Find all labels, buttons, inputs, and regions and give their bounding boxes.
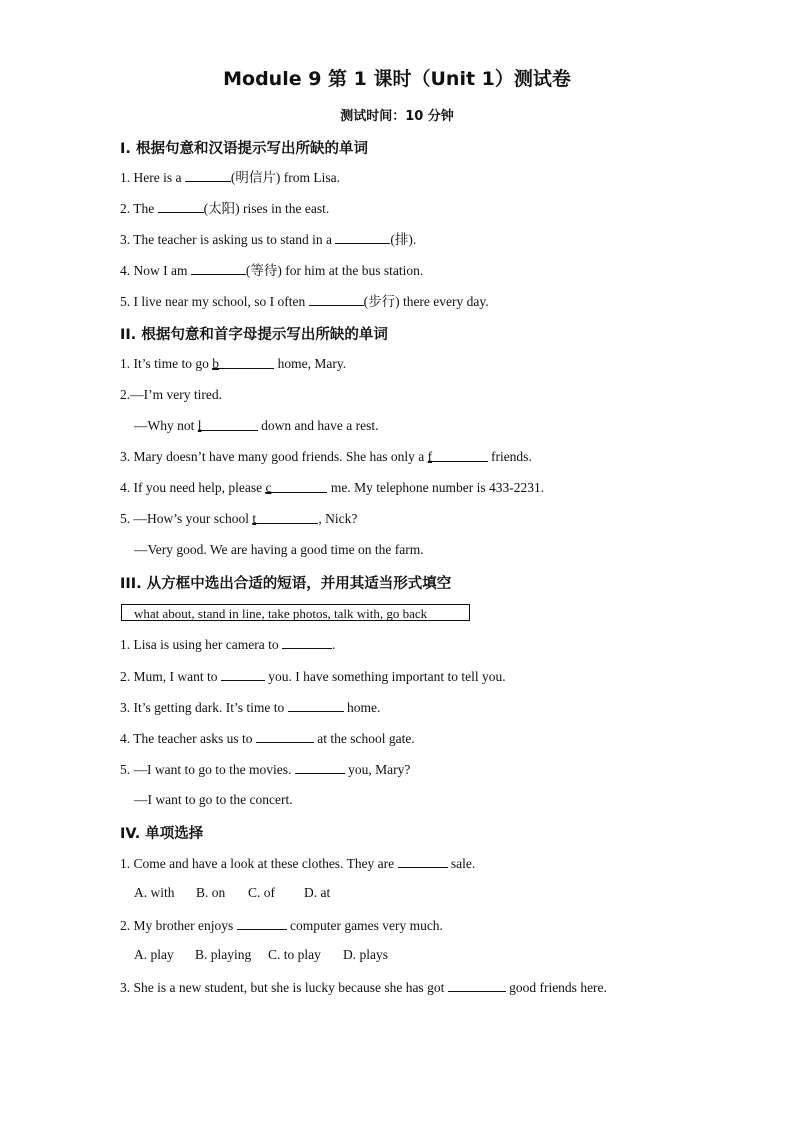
s1-question-5: 5. I live near my school, so I often (步行) there every day. bbox=[120, 294, 489, 309]
s3-question-5-reply: —I want to go to the concert. bbox=[134, 792, 293, 807]
phrase-box: what about, stand in line, take photos, talk with, go back bbox=[121, 604, 470, 621]
answer-blank[interactable]: t bbox=[252, 510, 318, 524]
answer-blank[interactable] bbox=[309, 292, 364, 306]
answer-blank[interactable] bbox=[221, 667, 265, 681]
option-b[interactable]: B. on bbox=[196, 885, 226, 900]
answer-blank[interactable]: c bbox=[265, 479, 327, 493]
option-b[interactable]: B. playing bbox=[195, 947, 252, 962]
answer-blank[interactable] bbox=[282, 635, 332, 649]
answer-blank[interactable]: b bbox=[212, 355, 274, 369]
s4-question-1: 1. Come and have a look at these clothes. They are sale. bbox=[120, 856, 476, 871]
s3-question-1: 1. Lisa is using her camera to . bbox=[120, 637, 336, 652]
answer-blank[interactable] bbox=[288, 698, 344, 712]
answer-blank[interactable] bbox=[158, 199, 204, 213]
s4-question-3: 3. She is a new student, but she is lucky because she has got good friends here. bbox=[120, 980, 607, 995]
s1-question-2: 2. The (太阳) rises in the east. bbox=[120, 201, 330, 216]
section-4-heading: IV. 单项选择 bbox=[120, 826, 204, 842]
s4-question-1-options bbox=[134, 885, 330, 901]
s3-question-4: 4. The teacher asks us to at the school gate. bbox=[120, 731, 415, 746]
section-2-heading: II. 根据句意和首字母提示写出所缺的单词 bbox=[120, 327, 388, 343]
s2-question-3: 3. Mary doesn’t have many good friends. She has only a f friends. bbox=[120, 449, 532, 464]
s2-question-5-reply: —Very good. We are having a good time on the farm. bbox=[134, 542, 424, 557]
option-c[interactable]: C. of bbox=[248, 885, 275, 900]
s3-question-2: 2. Mum, I want to you. I have something important to tell you. bbox=[120, 669, 506, 684]
page-title: Module 9 第 1 课时（Unit 1）测试卷 bbox=[223, 68, 571, 90]
test-duration: 测试时间：10 分钟 bbox=[340, 109, 454, 124]
section-1-heading: Ⅰ. 根据句意和汉语提示写出所缺的单词 bbox=[120, 141, 368, 157]
s4-question-2: 2. My brother enjoys computer games very much. bbox=[120, 918, 443, 933]
answer-blank[interactable] bbox=[335, 230, 390, 244]
s1-question-4: 4. Now I am (等待) for him at the bus station. bbox=[120, 263, 424, 278]
answer-blank[interactable]: f bbox=[428, 448, 488, 462]
s2-question-5: 5. —How’s your school t , Nick? bbox=[120, 511, 358, 526]
answer-blank[interactable] bbox=[191, 261, 246, 275]
s4-question-2-options bbox=[134, 947, 388, 963]
answer-blank[interactable] bbox=[185, 168, 231, 182]
answer-blank[interactable] bbox=[398, 854, 448, 868]
section-3-heading: III. 从方框中选出合适的短语，并用其适当形式填空 bbox=[120, 576, 452, 592]
option-d[interactable]: D. plays bbox=[343, 947, 388, 962]
s1-question-1: 1. Here is a (明信片) from Lisa. bbox=[120, 170, 340, 185]
answer-blank[interactable] bbox=[448, 978, 506, 992]
option-c[interactable]: C. to play bbox=[268, 947, 321, 962]
option-a[interactable]: A. with bbox=[134, 885, 175, 900]
answer-blank[interactable] bbox=[295, 760, 345, 774]
s2-question-2: 2.—I’m very tired. bbox=[120, 387, 222, 402]
option-d[interactable]: D. at bbox=[304, 885, 331, 900]
answer-blank[interactable] bbox=[237, 916, 287, 930]
answer-blank[interactable] bbox=[256, 729, 314, 743]
answer-blank[interactable]: l bbox=[198, 417, 258, 431]
s2-question-4: 4. If you need help, please c me. My telephone number is 433-2231. bbox=[120, 480, 545, 495]
s3-question-3: 3. It’s getting dark. It’s time to home. bbox=[120, 700, 381, 715]
s3-question-5: 5. —I want to go to the movies. you, Mary? bbox=[120, 762, 411, 777]
option-a[interactable]: A. play bbox=[134, 947, 174, 962]
s1-question-3: 3. The teacher is asking us to stand in a (排). bbox=[120, 232, 417, 247]
s2-question-1: 1. It’s time to go b home, Mary. bbox=[120, 356, 347, 371]
s2-question-2-reply: —Why not l down and have a rest. bbox=[134, 418, 379, 433]
